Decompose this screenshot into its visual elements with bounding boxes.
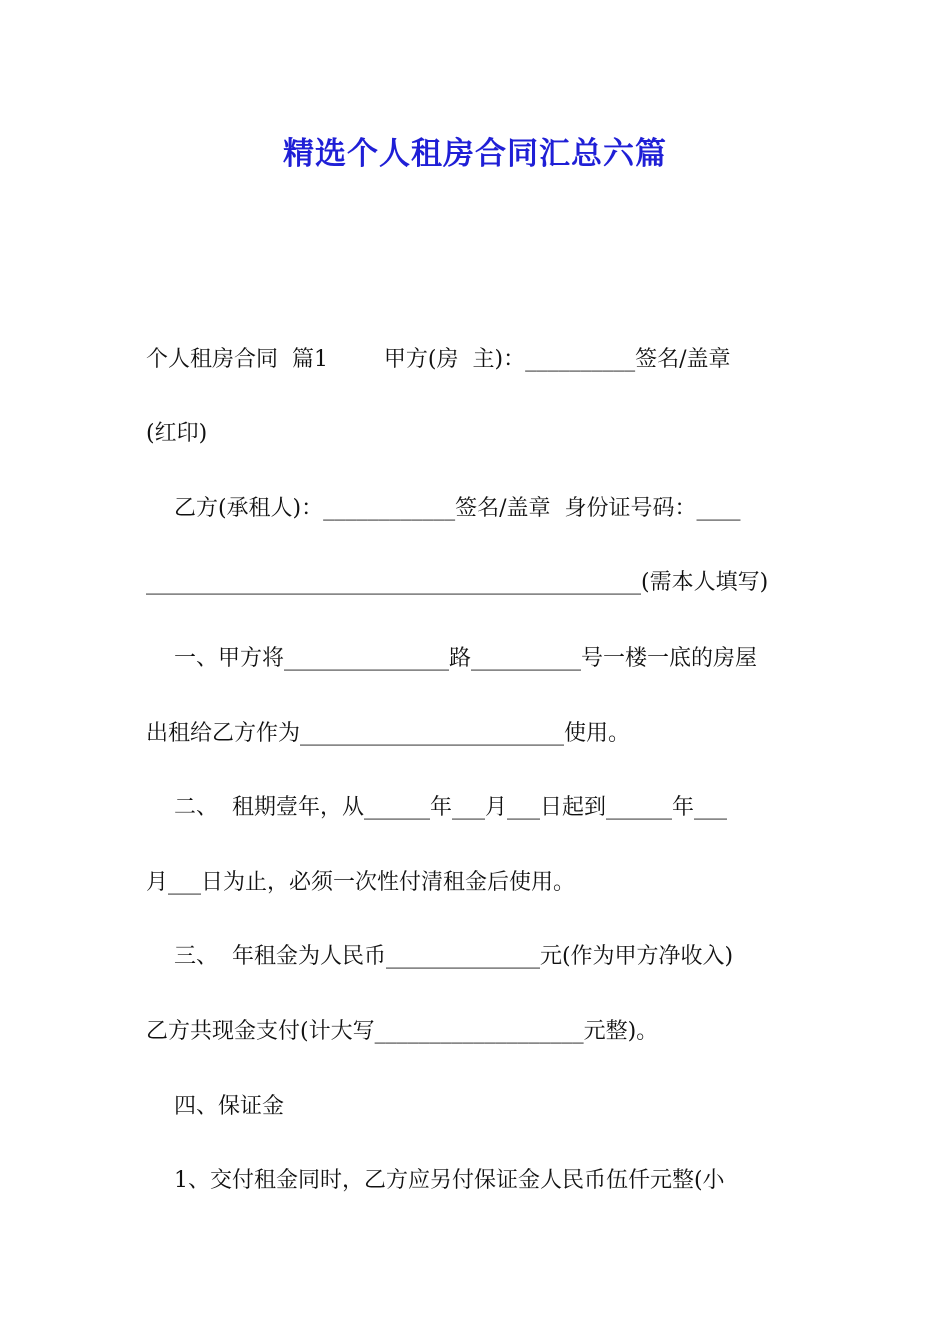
paragraph-line-11: 四、保证金 <box>146 1094 284 1119</box>
paragraph-line-5: 一、甲方将_______________路__________号一楼一底的房屋 <box>146 646 757 671</box>
paragraph-line-8: 月___日为止，必须一次性付清租金后使用。 <box>146 870 576 895</box>
paragraph-line-6: 出租给乙方作为________________________使用。 <box>146 721 631 746</box>
paragraph-line-1: 个人租房合同 篇1 甲方(房 主)：__________签名/盖章 <box>146 347 731 372</box>
paragraph-line-7: 二、 租期壹年，从______年___月___日起到______年___ <box>146 795 727 820</box>
paragraph-line-10: 乙方共现金支付(计大写___________________元整)。 <box>146 1019 659 1044</box>
paragraph-line-3: 乙方(承租人)：____________签名/盖章 身份证号码：____ <box>146 496 741 521</box>
paragraph-line-4: _____________________________________________(需本人填写) <box>146 570 769 595</box>
paragraph-line-9: 三、 年租金为人民币______________元(作为甲方净收入) <box>146 944 734 969</box>
paragraph-line-12: 1、交付租金同时，乙方应另付保证金人民币伍仟元整(小 <box>146 1168 725 1193</box>
document-title: 精选个人租房合同汇总六篇 <box>283 136 667 172</box>
paragraph-line-2: (红印) <box>146 421 208 446</box>
